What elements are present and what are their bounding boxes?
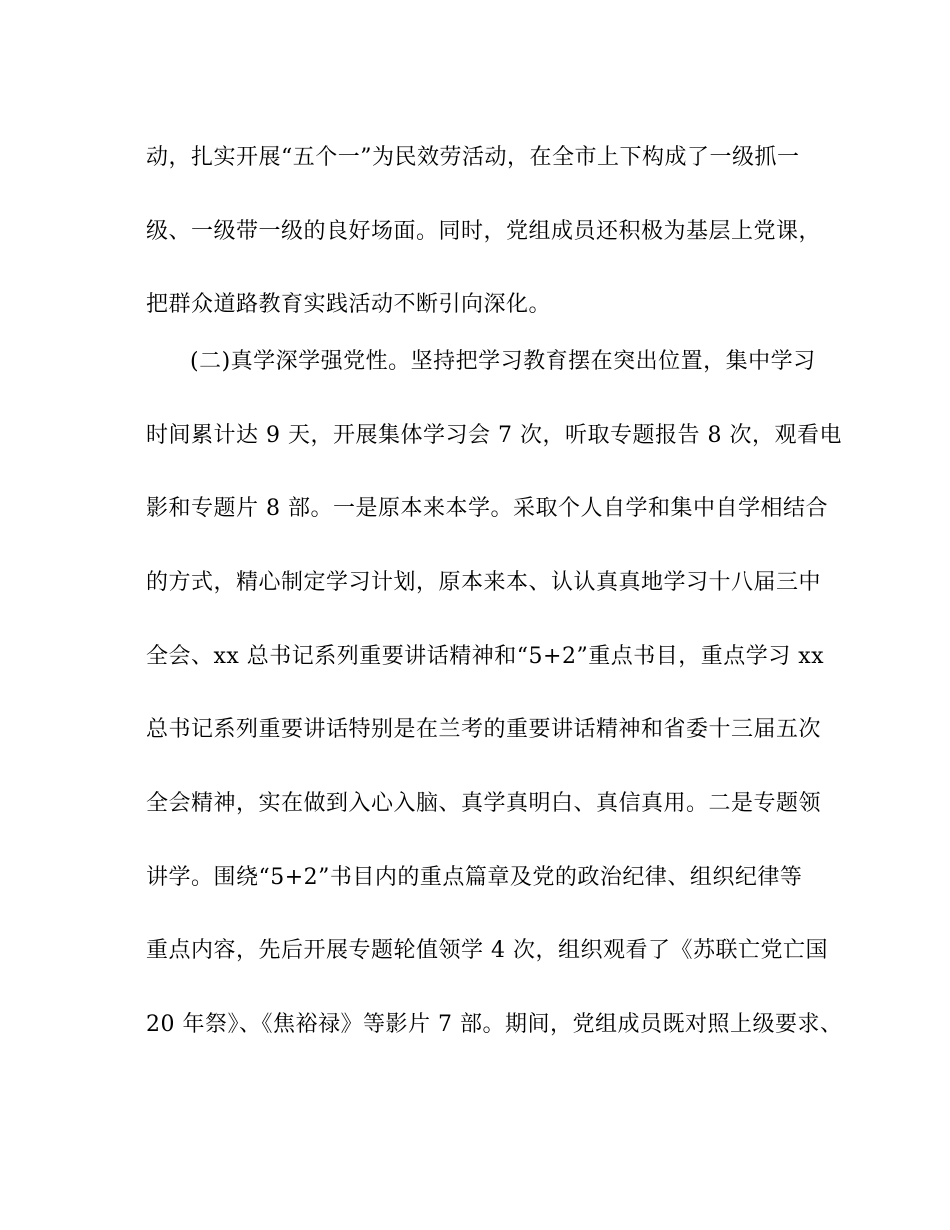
text-line: 级、一级带一级的良好场面。同时，党组成员还积极为基层上党课， (146, 219, 822, 244)
text-line: 动，扎实开展“五个一”为民效劳活动，在全市上下构成了一级抓一 (146, 145, 800, 170)
text-line: 时间累计达 9 天，开展集体学习会 7 次，听取专题报告 8 次，观看电 (146, 423, 842, 448)
text-line: 20 年祭》、《焦裕禄》等影片 7 部。期间，党组成员既对照上级要求、 (146, 1012, 843, 1037)
text-line: 把群众道路教育实践活动不断引向深化。 (146, 292, 552, 317)
text-line: 的方式，精心制定学习计划，原本来本、认认真真地学习十八届三中 (146, 570, 822, 595)
text-line: 全会精神，实在做到入心入脑、真学真明白、真信真用。二是专题领 (146, 791, 822, 816)
text-line: 讲学。围绕“5+2”书目内的重点篇章及党的政治纪律、组织纪律等 (146, 865, 803, 890)
text-line: 全会、xx 总书记系列重要讲话精神和“5+2”重点书目，重点学习 xx (146, 644, 825, 669)
text-line: 影和专题片 8 部。一是原本来本学。采取个人自学和集中自学相结合 (146, 496, 828, 521)
text-line: 重点内容，先后开展专题轮值领学 4 次，组织观看了《苏联亡党亡国 (146, 938, 828, 963)
text-line: 总书记系列重要讲话特别是在兰考的重要讲话精神和省委十三届五次 (146, 717, 822, 742)
paragraph-first-line: (二)真学深学强党性。坚持把学习教育摆在突出位置，集中学习 (190, 349, 816, 374)
